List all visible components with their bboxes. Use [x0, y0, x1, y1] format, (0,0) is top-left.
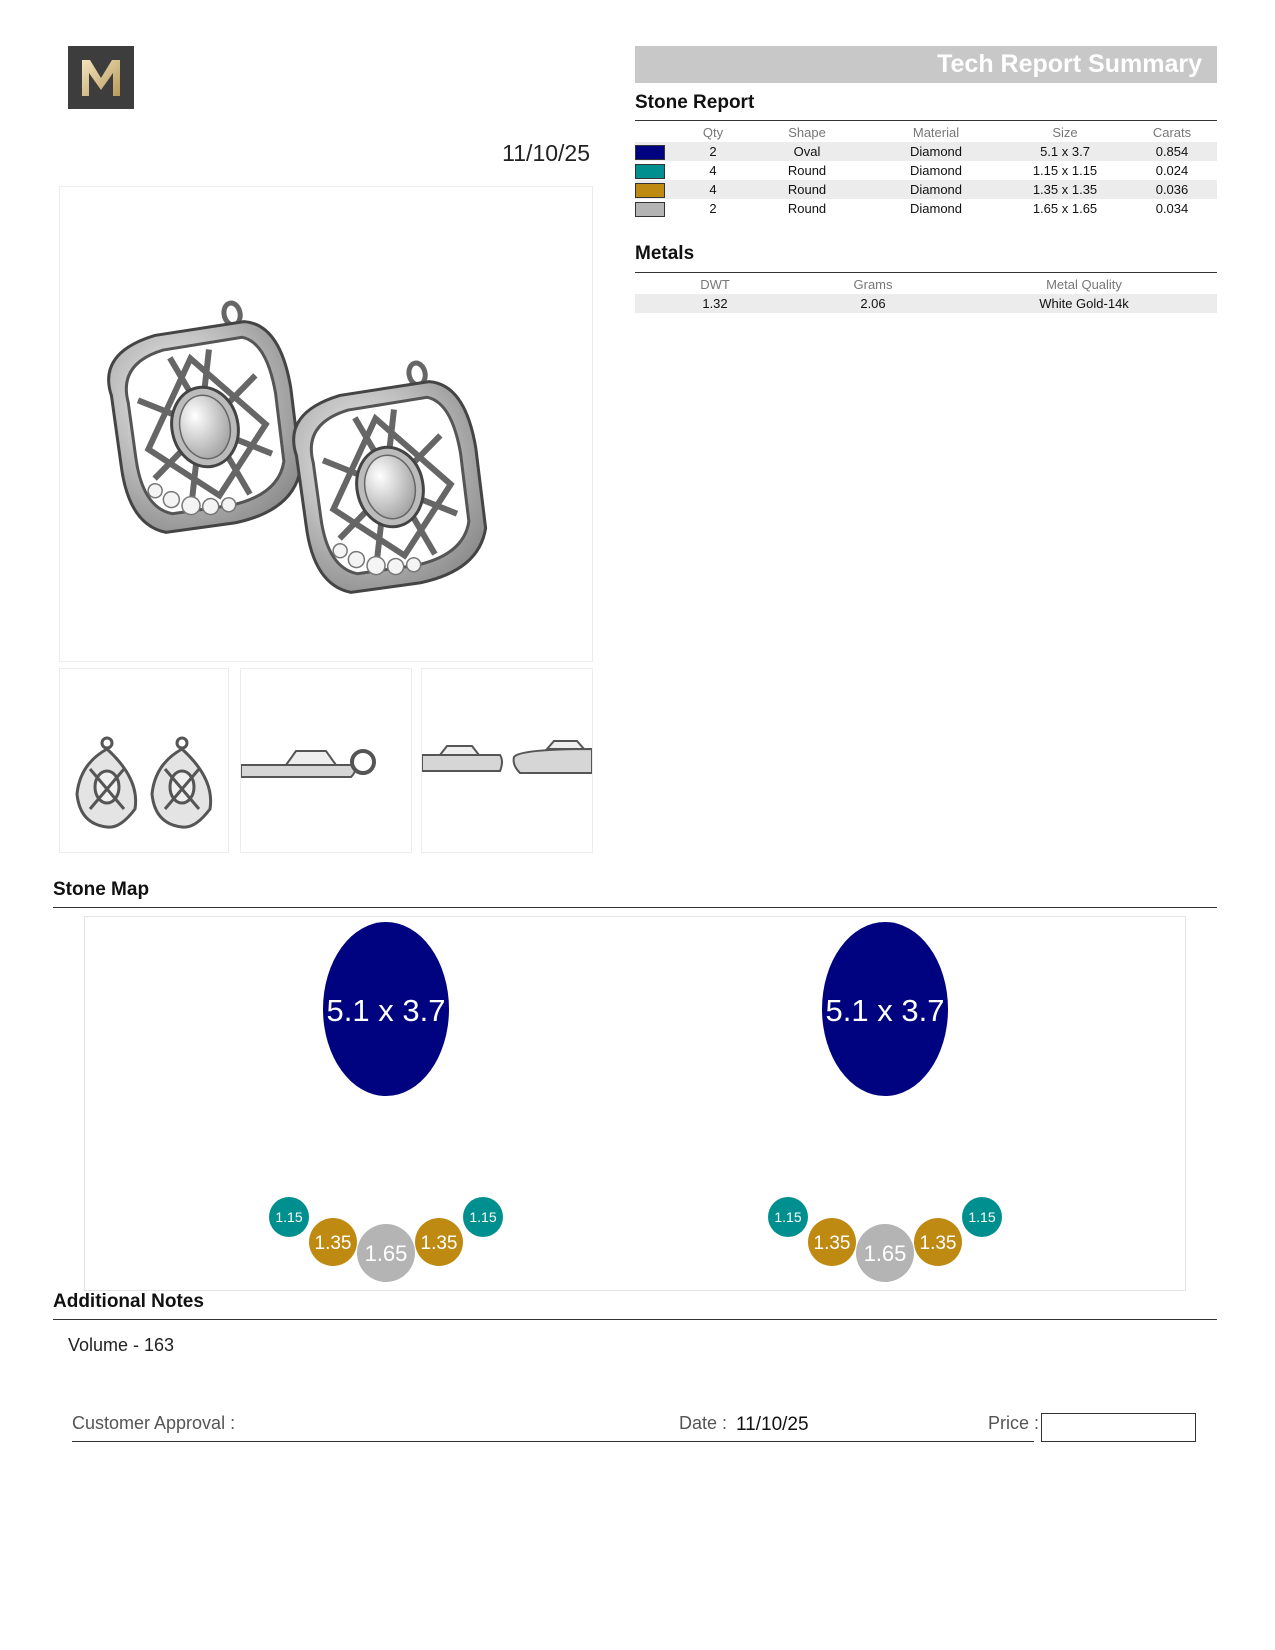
- report-title: Tech Report Summary: [937, 50, 1202, 78]
- metals-header-row: [635, 274, 1217, 294]
- col-shape: Shape: [788, 124, 826, 140]
- cell-size: 1.65 x 1.65: [1032, 201, 1098, 216]
- cell-shape: Round: [745, 180, 869, 199]
- table-row: [635, 199, 1217, 218]
- price-label: Price :: [988, 1413, 1040, 1433]
- col-qty: Qty: [702, 124, 724, 140]
- cell-material: Diamond: [909, 201, 963, 216]
- table-row: [635, 294, 1217, 313]
- cell-qty: 2: [681, 142, 745, 161]
- cell-carats: 0.854: [1127, 142, 1217, 161]
- stone-label: 1.35: [420, 1233, 458, 1254]
- stone-label: 1.65: [364, 1241, 408, 1266]
- cell-shape: Oval: [745, 142, 869, 161]
- table-row: [635, 180, 1217, 199]
- stone-report-title: Stone Report: [635, 92, 755, 113]
- cell-carats: 0.024: [1155, 163, 1189, 178]
- thumbnail-side-view[interactable]: [240, 668, 412, 853]
- col-dwt: DWT: [700, 276, 730, 292]
- report-date: 11/10/25: [502, 140, 590, 166]
- col-metal-quality: Metal Quality: [1046, 276, 1122, 292]
- cell-qty: 2: [709, 201, 717, 216]
- additional-notes-rule: [53, 1319, 1217, 1320]
- main-render-image: [59, 186, 593, 662]
- cell-material: Diamond: [909, 163, 963, 178]
- stone-label: 1.65: [863, 1241, 907, 1266]
- table-row: [635, 161, 1217, 180]
- cell-shape: Round: [787, 201, 827, 216]
- stone-label: 1.35: [314, 1233, 352, 1254]
- center-stone-label: 5.1 x 3.7: [825, 993, 945, 1028]
- approval-date-value: 11/10/25: [736, 1414, 809, 1435]
- col-grams: Grams: [853, 276, 893, 292]
- color-swatch: [635, 183, 665, 198]
- col-material: Material: [912, 124, 960, 140]
- center-stone-label: 5.1 x 3.7: [326, 993, 446, 1028]
- stone-label: 1.35: [919, 1233, 957, 1254]
- metals-table: [635, 274, 1217, 313]
- cell-carats: 0.036: [1127, 180, 1217, 199]
- stone-map-title: Stone Map: [53, 879, 150, 900]
- table-row: [635, 142, 1217, 161]
- front-view-render-icon: [60, 669, 228, 852]
- cell-size: 5.1 x 3.7: [1003, 142, 1127, 161]
- cell-shape: Round: [787, 163, 827, 178]
- thumbnail-top-view[interactable]: [421, 668, 593, 853]
- cell-size: 1.15 x 1.15: [1032, 163, 1098, 178]
- approval-signature-line: [72, 1441, 1034, 1442]
- cell-qty: 4: [709, 163, 717, 178]
- color-swatch: [635, 202, 665, 217]
- cell-grams: 2.06: [795, 294, 951, 313]
- earrings-render-icon: [60, 187, 592, 661]
- report-title-bar: [635, 46, 1217, 83]
- cell-qty: 4: [681, 180, 745, 199]
- stone-map-diagram: [85, 917, 1185, 1290]
- color-swatch: [635, 145, 665, 160]
- stone-label: 1.15: [968, 1209, 996, 1225]
- cell-size: 1.35 x 1.35: [1003, 180, 1127, 199]
- price-input[interactable]: [1041, 1413, 1196, 1442]
- col-size: Size: [1052, 124, 1078, 140]
- notes-text: Volume - 163: [68, 1335, 175, 1355]
- stone-label: 1.15: [469, 1209, 497, 1225]
- stone-label: 1.35: [813, 1233, 851, 1254]
- cell-carats: 0.034: [1155, 201, 1189, 216]
- stone-map-rule: [53, 907, 1217, 908]
- metals-rule: [635, 272, 1217, 273]
- stone-report-table: [635, 122, 1217, 218]
- company-logo: [68, 46, 134, 109]
- stone-map: [84, 916, 1186, 1291]
- stone-report-header-row: [635, 122, 1217, 142]
- cell-material: Diamond: [869, 180, 1003, 199]
- cell-metal-quality: White Gold-14k: [951, 294, 1217, 313]
- stone-label: 1.15: [275, 1209, 303, 1225]
- metals-title: Metals: [635, 243, 695, 264]
- additional-notes-title: Additional Notes: [53, 1291, 204, 1312]
- stone-report-rule: [635, 120, 1217, 121]
- col-carats: Carats: [1152, 124, 1192, 140]
- customer-approval-label: Customer Approval :: [72, 1413, 236, 1433]
- thumbnail-front-view[interactable]: [59, 668, 229, 853]
- color-swatch: [635, 164, 665, 179]
- stone-label: 1.15: [774, 1209, 802, 1225]
- side-view-render-icon: [241, 669, 411, 852]
- top-view-render-icon: [422, 669, 592, 852]
- cell-material: Diamond: [869, 142, 1003, 161]
- date-label: Date :: [679, 1413, 728, 1433]
- cell-dwt: 1.32: [635, 294, 795, 313]
